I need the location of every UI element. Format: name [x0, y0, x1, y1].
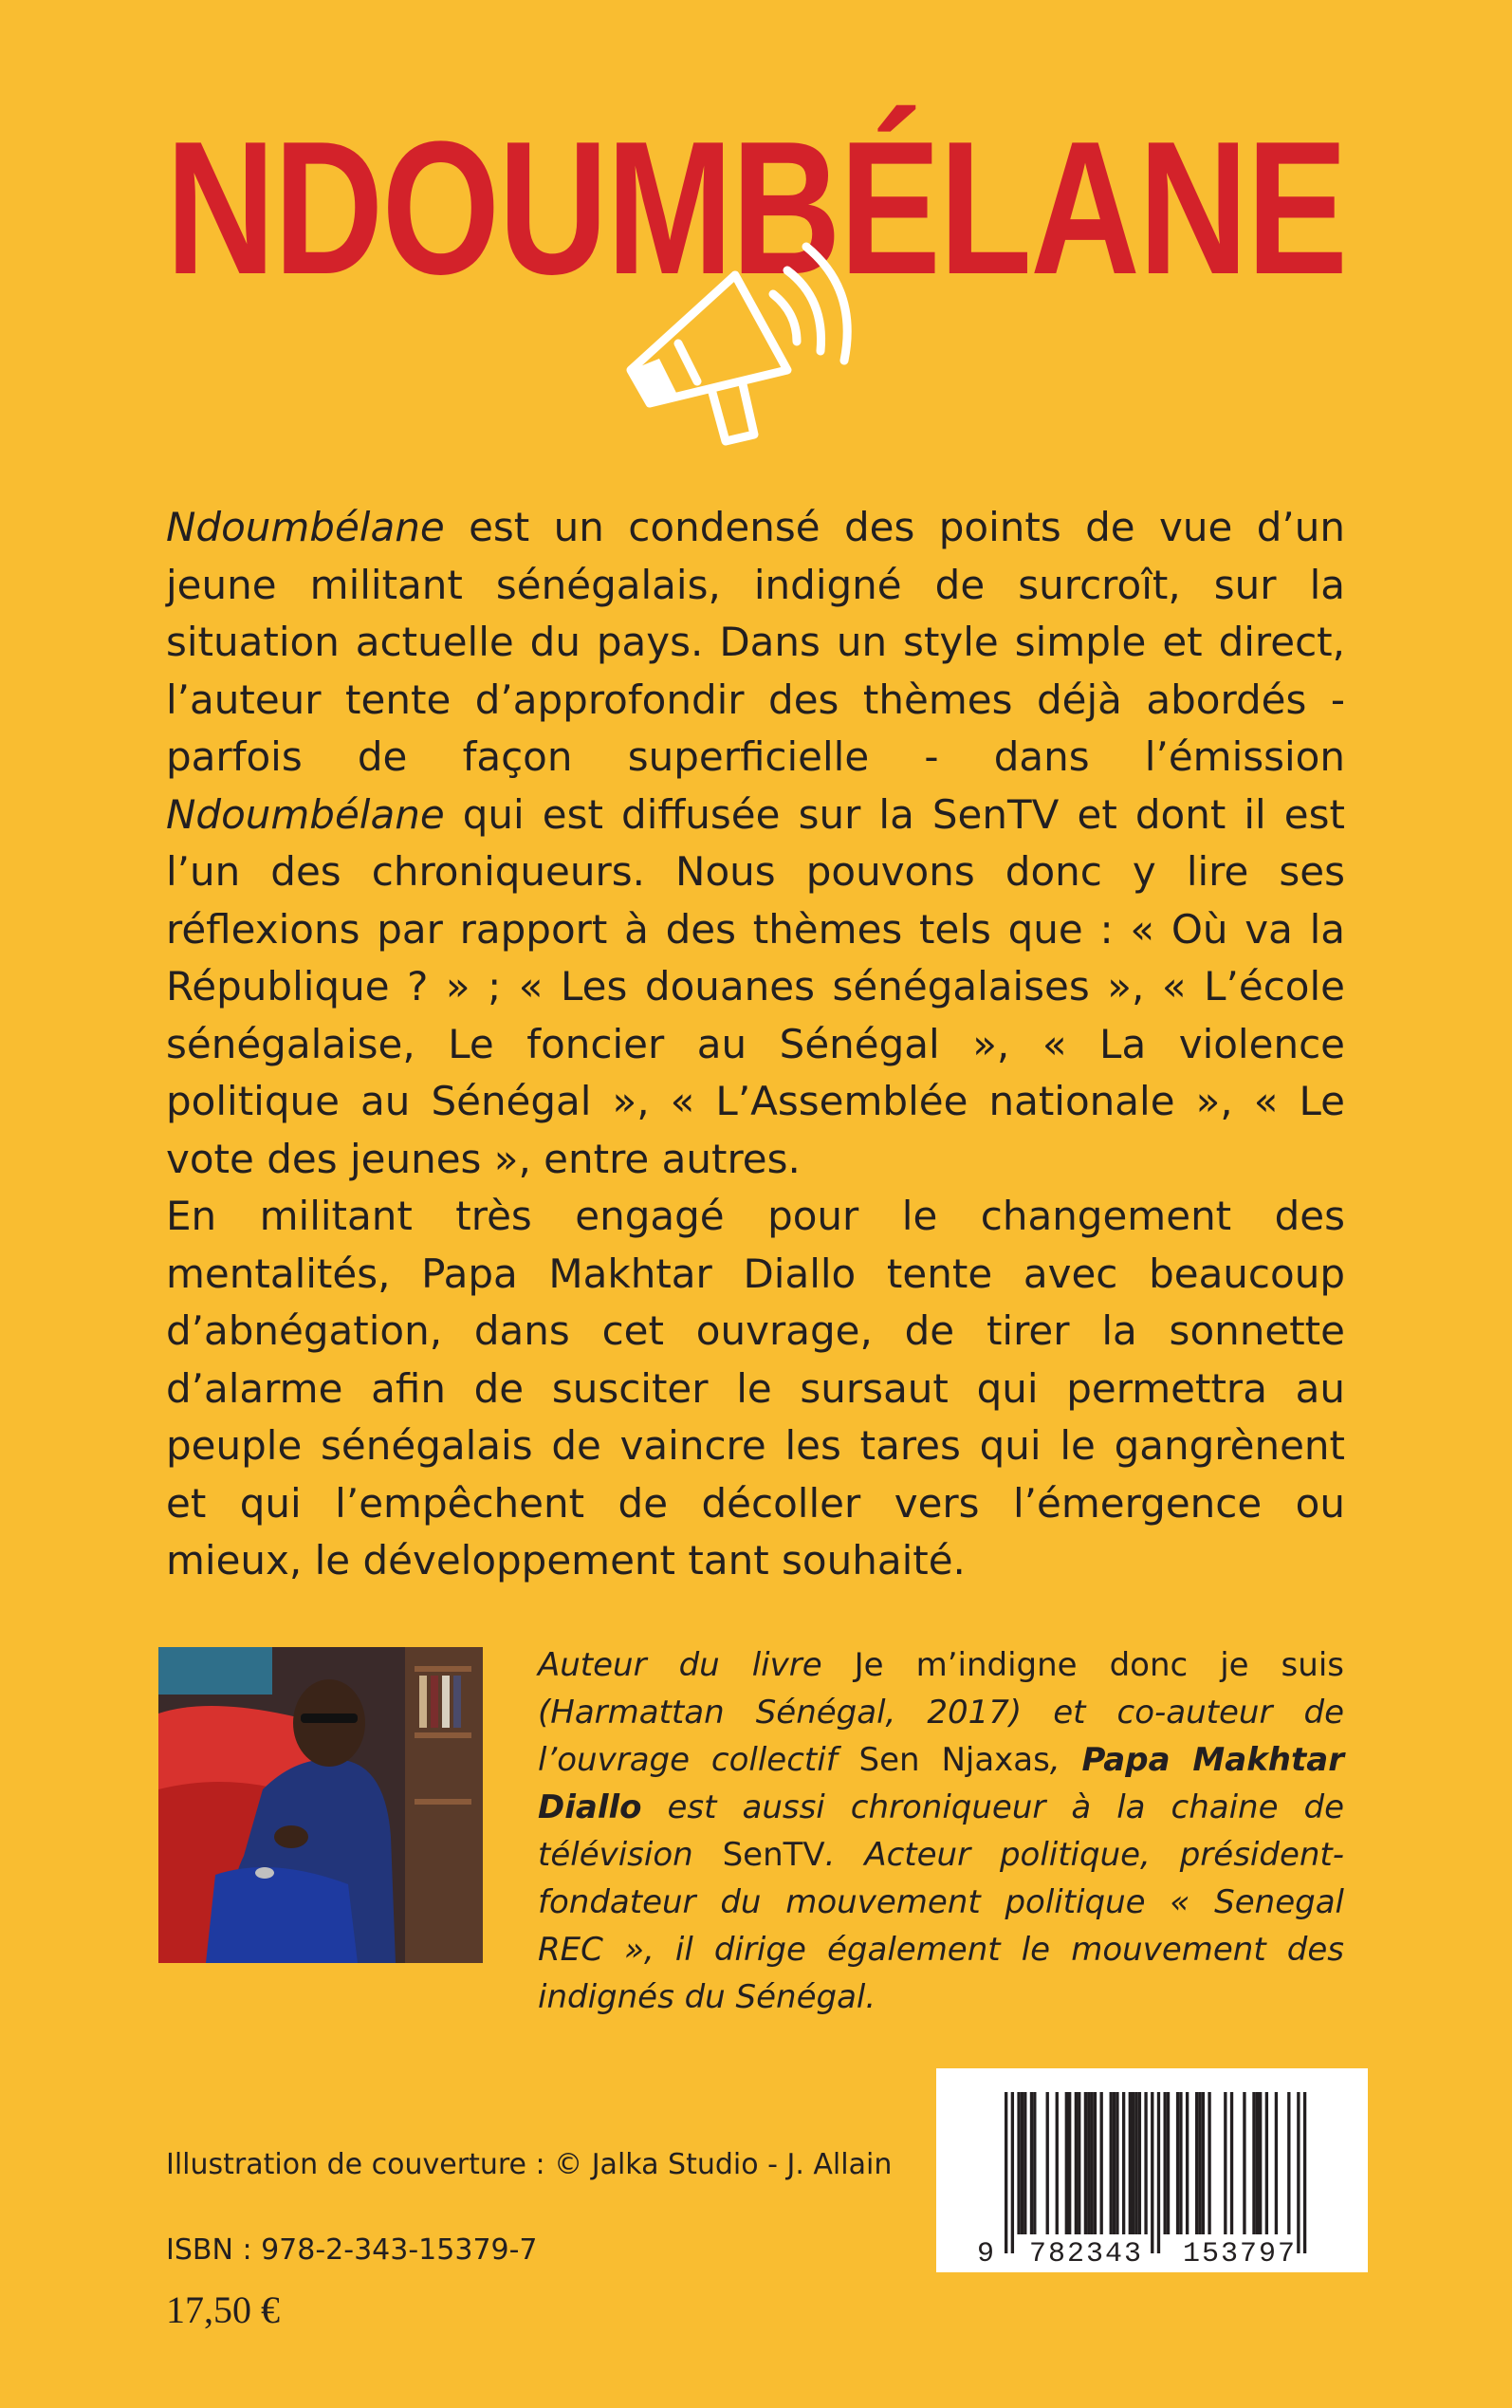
barcode-bar [1087, 2092, 1090, 2234]
barcode-bar [1198, 2092, 1201, 2234]
summary-text-part-1: est un condensé des points de vue d’un jeune militant sénégalais, indigné de surcroît, sur la situation actuelle du pays. Dans un style simple et direct, l’auteur tente d’approfondir des thèmes déjà abordés - parfois de façon superficielle - dans l’émission [166, 504, 1345, 780]
barcode-bar [1176, 2092, 1179, 2234]
barcode-bar [1094, 2092, 1097, 2234]
barcode-bar [1068, 2092, 1071, 2234]
barcode-bar [1151, 2092, 1153, 2253]
barcode-bar [1256, 2092, 1259, 2234]
barcode-right-group: 153797 [1182, 2238, 1298, 2270]
barcode-bar [1005, 2092, 1007, 2253]
barcode-bar [1116, 2092, 1118, 2234]
barcode-bar [1259, 2092, 1262, 2234]
book-title: NDOUMBÉLANE [165, 102, 1347, 314]
channel-name: SenTV [722, 1836, 825, 1874]
barcode-bar [1208, 2092, 1210, 2234]
author-bio [538, 1641, 1344, 2021]
barcode-bar [1122, 2092, 1125, 2234]
barcode-bar [1056, 2092, 1059, 2234]
barcode-bar [1287, 2092, 1290, 2234]
bio-text-3: , [1049, 1741, 1082, 1779]
barcode-bar [1011, 2092, 1014, 2253]
barcode-bar [1110, 2092, 1113, 2234]
bio-text-5: . Acteur politique, président-fondateur du mouvement politique « Senegal REC », il dirige également le mouvement des indignés du Sénégal. [538, 1836, 1345, 2016]
barcode-bar [1297, 2092, 1300, 2253]
barcode-bar [1195, 2092, 1198, 2234]
barcode-bar [1023, 2092, 1026, 2234]
barcode-bar [1157, 2092, 1160, 2253]
barcode-bar [1202, 2092, 1205, 2234]
illustration-credit: Illustration de couverture : © Jalka Studio - J. Allain [166, 2148, 893, 2181]
barcode-bar [1021, 2092, 1023, 2234]
barcode-bar [1144, 2092, 1147, 2234]
barcode-bars [1005, 2092, 1306, 2253]
summary-paragraph-1 [166, 499, 1345, 1188]
isbn: ISBN : 978-2-343-15379-7 [166, 2233, 538, 2267]
barcode-bar [1167, 2092, 1170, 2234]
author-photo [158, 1647, 483, 1963]
price: 17,50 € [166, 2288, 280, 2331]
megaphone-icon [621, 237, 896, 455]
summary-text-part-2: qui est diffusée sur la SenTV et dont il est l’un des chroniqueurs. Nous pouvons donc y lire ses réflexions par rapport à des thèmes tels que : « Où va la République ? » ; « Les douanes sénégalaises », « L’école sénégalaise, Le foncier au Sénégal », « La violence politique au Sénégal », « L’Assemblée nationale », « Le vote des jeunes », entre autres. [166, 790, 1345, 1182]
barcode-bar [1113, 2092, 1116, 2234]
barcode-bar [1179, 2092, 1182, 2234]
barcode-bar [1275, 2092, 1278, 2234]
barcode-bar [1075, 2092, 1078, 2234]
book-title-1: Je m’indigne donc je suis [854, 1646, 1344, 1684]
barcode-bar [1134, 2092, 1137, 2234]
barcode-bar [1084, 2092, 1087, 2234]
summary-show-italic: Ndoumbélane [166, 790, 445, 838]
barcode-bar [1065, 2092, 1068, 2234]
barcode-left-group: 782343 [1028, 2238, 1144, 2270]
barcode-bar [1129, 2092, 1132, 2234]
barcode-first-digit: 9 [976, 2238, 995, 2270]
barcode-bar [1033, 2092, 1036, 2234]
summary-text [166, 499, 1345, 1590]
bio-text-1: Auteur du livre [538, 1646, 855, 1684]
summary-paragraph-2: En militant très engagé pour le changement des mentalités, Papa Makhtar Diallo tente avec beaucoup d’abnégation, dans cet ouvrage, de tirer la sonnette d’alarme afin de susciter le sursaut qui permettra au peuple sénégalais de vaincre les tares qui le gangrènent et qui l’empêchent de décoller vers l’émergence ou mieux, le développement tant souhaité. [166, 1193, 1345, 1584]
barcode-bar [1030, 2092, 1033, 2234]
barcode-bar [1252, 2092, 1255, 2234]
barcode-bar [1017, 2092, 1020, 2234]
barcode-bar [1046, 2092, 1049, 2234]
book-title-2: Sen Njaxas [858, 1741, 1050, 1779]
barcode-bar [1138, 2092, 1141, 2234]
barcode-bar [1265, 2092, 1268, 2234]
barcode-bar [1230, 2092, 1233, 2234]
barcode-bar [1100, 2092, 1103, 2234]
barcode-bar [1243, 2092, 1245, 2234]
barcode-bar [1090, 2092, 1093, 2234]
barcode-bar [1303, 2092, 1306, 2253]
bio-text-2: (Harmattan Sénégal, 2017) et co-auteur de l’ouvrage collectif [538, 1694, 1344, 1779]
barcode-bar [1224, 2092, 1226, 2234]
barcode-bar [1132, 2092, 1134, 2234]
bio-text-4: est aussi chroniqueur à la chaine de télévision [538, 1788, 1344, 1874]
author-name: Papa Makhtar Diallo [538, 1741, 1344, 1826]
summary-title-italic: Ndoumbélane [166, 504, 445, 550]
barcode-bar [1078, 2092, 1080, 2234]
barcode [936, 2068, 1368, 2272]
barcode-bar [1186, 2092, 1189, 2234]
barcode-bar [1164, 2092, 1167, 2234]
